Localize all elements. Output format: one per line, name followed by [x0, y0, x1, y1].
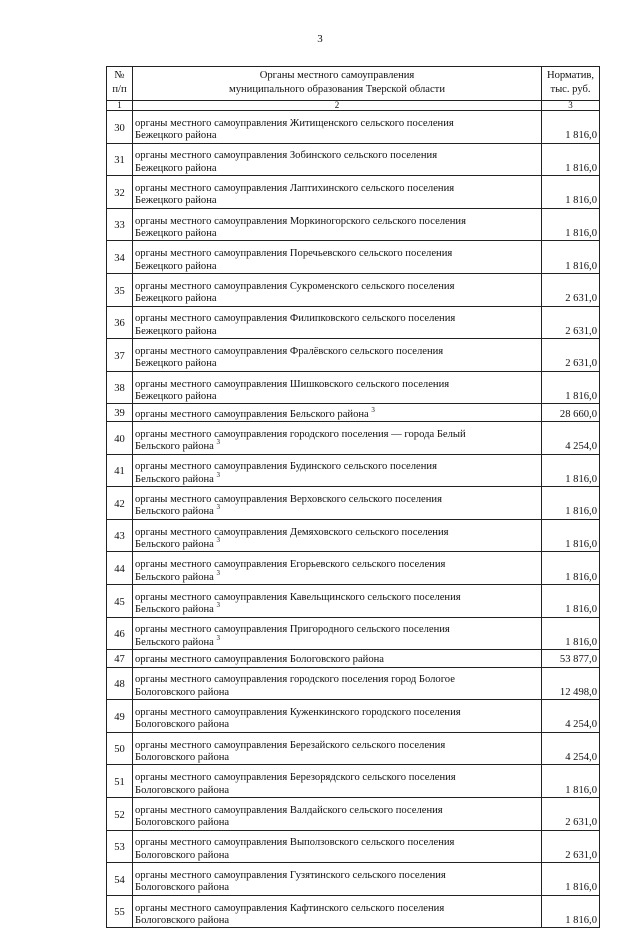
organ-name-line2: Бельского района $^3$: [135, 470, 221, 485]
organ-name-line2: Бежецкого района: [135, 130, 217, 142]
organ-name-line1: органы местного самоуправления городского поселения — города Белый: [135, 428, 466, 440]
organ-name-line2: Бельского района $^3$: [135, 601, 221, 616]
organ-name-line2: Бологовского района: [135, 784, 230, 796]
organ-name: [133, 667, 542, 700]
norm-value: 1 816,0: [542, 863, 600, 896]
norm-value: 1 816,0: [542, 454, 600, 487]
row-number: 38: [107, 371, 133, 404]
organ-name-line2: Бежецкого района: [135, 227, 217, 239]
organ-name: [133, 584, 542, 617]
page-number: 3: [317, 33, 323, 45]
row-number: 54: [107, 863, 133, 896]
organ-name-line1: органы местного самоуправления Валдайского сельского поселения: [135, 804, 443, 816]
row-number: 45: [107, 584, 133, 617]
norm-value: 1 816,0: [542, 371, 600, 404]
organ-name-line2: Бежецкого района: [135, 195, 217, 207]
table-row: [107, 650, 600, 668]
organ-name-line2: Бельского района $^3$: [135, 568, 221, 583]
footnote-marker: 3: [216, 601, 221, 610]
organ-name-line1: органы местного самоуправления Кавельщинского сельского поселения: [135, 591, 461, 603]
organ-name-line2: Бежецкого района: [135, 390, 217, 402]
table-row: [107, 404, 600, 422]
norm-value: 1 816,0: [542, 552, 600, 585]
norm-value: 12 498,0: [542, 667, 600, 700]
table-row: [107, 552, 600, 585]
norm-value: 1 816,0: [542, 584, 600, 617]
norm-value: 1 816,0: [542, 111, 600, 144]
norm-value: 1 816,0: [542, 241, 600, 274]
norm-value: 1 816,0: [542, 208, 600, 241]
header-organ: Органы местного самоуправления муниципального образования Тверской области: [133, 67, 542, 101]
organ-name: [133, 339, 542, 372]
organ-name: [133, 650, 542, 668]
row-number: 42: [107, 487, 133, 520]
organ-name-line1: органы местного самоуправления Житищенского сельского поселения: [135, 117, 454, 129]
organ-name-line1: органы местного самоуправления Шишковского сельского поселения: [135, 378, 450, 390]
row-number: 35: [107, 273, 133, 306]
norm-value: 4 254,0: [542, 421, 600, 454]
organ-name-line1: органы местного самоуправления городского поселения город Бологое: [135, 674, 455, 686]
column-index: 3: [542, 101, 600, 111]
norm-value: 1 816,0: [542, 765, 600, 798]
organ-name: [133, 552, 542, 585]
table-row: [107, 667, 600, 700]
organ-name-line2: Бежецкого района: [135, 358, 217, 370]
table-row: [107, 421, 600, 454]
table-row: [107, 454, 600, 487]
table-row: [107, 863, 600, 896]
table-row: [107, 143, 600, 176]
row-number: 41: [107, 454, 133, 487]
footnote-marker: 3: [216, 503, 221, 512]
organ-name: [133, 765, 542, 798]
organ-name-line2: Бельского района $^3$: [135, 438, 221, 453]
footnote-marker: 3: [216, 633, 221, 642]
row-number: 50: [107, 732, 133, 765]
organ-name-line1: органы местного самоуправления Березайского сельского поселения: [135, 739, 446, 751]
norm-value: 2 631,0: [542, 798, 600, 831]
table-header: [107, 67, 600, 101]
organ-name: [133, 519, 542, 552]
organ-name: [133, 404, 542, 422]
organ-name-line2: Бежецкого района: [135, 260, 217, 272]
organ-name-line2: Бологовского района: [135, 849, 230, 861]
norm-value: 1 816,0: [542, 617, 600, 650]
organ-name-line1: органы местного самоуправления Егорьевского сельского поселения: [135, 559, 446, 571]
header-number: № п/п: [107, 67, 133, 101]
column-index: 2: [133, 101, 542, 111]
norm-value: 2 631,0: [542, 339, 600, 372]
organ-name: [133, 208, 542, 241]
organ-name-line2: Бологовского района: [135, 719, 230, 731]
organ-name-line1: органы местного самоуправления Зобинского сельского поселения: [135, 150, 438, 162]
organ-name-line1: органы местного самоуправления Демяховского сельского поселения: [135, 526, 449, 538]
organ-name-line1: органы местного самоуправления Пригородного сельского поселения: [135, 624, 450, 636]
norm-value: 28 660,0: [542, 404, 600, 422]
norm-value: 53 877,0: [542, 650, 600, 668]
organ-name-line2: Бологовского района: [135, 752, 230, 764]
footnote-marker: 3: [216, 470, 221, 479]
column-index: 1: [107, 101, 133, 111]
organ-name-line1: органы местного самоуправления Филипковского сельского поселения: [135, 313, 456, 325]
table-row: [107, 700, 600, 733]
organ-name-line2: Бельского района $^3$: [135, 633, 221, 648]
row-number: 51: [107, 765, 133, 798]
row-number: 43: [107, 519, 133, 552]
table-row: [107, 339, 600, 372]
organ-name-line1: органы местного самоуправления Лаптихинского сельского поселения: [135, 182, 455, 194]
organ-name-line1: органы местного самоуправления Моркиногорского сельского поселения: [135, 215, 466, 227]
row-number: 34: [107, 241, 133, 274]
norm-value: 1 816,0: [542, 519, 600, 552]
table-row: [107, 241, 600, 274]
row-number: 46: [107, 617, 133, 650]
organ-name-line2: Бологовского района: [135, 817, 230, 829]
row-number: 49: [107, 700, 133, 733]
table-row: [107, 371, 600, 404]
norm-value: 1 816,0: [542, 143, 600, 176]
organ-name: [133, 273, 542, 306]
table-row: [107, 617, 600, 650]
row-number: 48: [107, 667, 133, 700]
header-norm: Норматив, тыс. руб.: [542, 67, 600, 101]
row-number: 32: [107, 176, 133, 209]
organ-name-line1: органы местного самоуправления Кафтинского сельского поселения: [135, 902, 445, 914]
organ-name: [133, 732, 542, 765]
organ-name: [133, 241, 542, 274]
norms-table: [106, 66, 600, 928]
organ-name-line1: органы местного самоуправления Поречьевского сельского поселения: [135, 248, 453, 260]
row-number: 55: [107, 895, 133, 928]
organ-name-line2: Бежецкого района: [135, 162, 217, 174]
table-row: [107, 895, 600, 928]
table-row: [107, 765, 600, 798]
table-row: [107, 208, 600, 241]
footnote-marker: 3: [216, 568, 221, 577]
norm-value: 2 631,0: [542, 306, 600, 339]
organ-name-line1: органы местного самоуправления Бельского района $^3$: [135, 405, 375, 420]
organ-name: [133, 863, 542, 896]
organ-name-line1: органы местного самоуправления Березорядского сельского поселения: [135, 772, 456, 784]
table-row: [107, 519, 600, 552]
norm-value: 4 254,0: [542, 700, 600, 733]
row-number: 52: [107, 798, 133, 831]
organ-name-line1: органы местного самоуправления Сукроменского сельского поселения: [135, 280, 455, 292]
row-number: 53: [107, 830, 133, 863]
organ-name-line2: Бологовского района: [135, 882, 230, 894]
row-number: 40: [107, 421, 133, 454]
table-row: [107, 732, 600, 765]
organ-name: [133, 371, 542, 404]
organ-name-line1: органы местного самоуправления Выползовского сельского поселения: [135, 837, 455, 849]
organ-name-line1: органы местного самоуправления Верховского сельского поселения: [135, 493, 442, 505]
table-row: [107, 830, 600, 863]
table-row: [107, 487, 600, 520]
organ-name: [133, 830, 542, 863]
row-number: 31: [107, 143, 133, 176]
organ-name: [133, 306, 542, 339]
footnote-marker: 3: [216, 535, 221, 544]
table-row: [107, 306, 600, 339]
footnote-marker: 3: [216, 438, 221, 447]
row-number: 30: [107, 111, 133, 144]
organ-name-line1: органы местного самоуправления Куженкинского городского поселения: [135, 707, 461, 719]
row-number: 33: [107, 208, 133, 241]
organ-name-line1: органы местного самоуправления Бологовского района: [135, 654, 384, 666]
organ-name: [133, 617, 542, 650]
organ-name: [133, 176, 542, 209]
organ-name-line1: органы местного самоуправления Будинского сельского поселения: [135, 461, 437, 473]
row-number: 39: [107, 404, 133, 422]
table-row: [107, 798, 600, 831]
table-row: [107, 584, 600, 617]
norm-value: 4 254,0: [542, 732, 600, 765]
organ-name-line1: органы местного самоуправления Фралёвского сельского поселения: [135, 345, 444, 357]
organ-name: [133, 487, 542, 520]
organ-name-line1: органы местного самоуправления Гузятинского сельского поселения: [135, 870, 446, 882]
organ-name: [133, 143, 542, 176]
organ-name-line2: Бельского района $^3$: [135, 535, 221, 550]
organ-name-line2: Бологовского района: [135, 915, 230, 927]
row-number: 44: [107, 552, 133, 585]
column-index-row: [107, 101, 600, 111]
norm-value: 1 816,0: [542, 487, 600, 520]
organ-name: [133, 798, 542, 831]
norm-value: 2 631,0: [542, 830, 600, 863]
footnote-marker: 3: [371, 405, 375, 414]
organ-name: [133, 895, 542, 928]
norm-value: 1 816,0: [542, 895, 600, 928]
row-number: 37: [107, 339, 133, 372]
organ-name: [133, 421, 542, 454]
organ-name-line2: Бологовского района: [135, 686, 230, 698]
organ-name-line2: Бельского района $^3$: [135, 503, 221, 518]
row-number: 47: [107, 650, 133, 668]
organ-name-line2: Бежецкого района: [135, 293, 217, 305]
organ-name: [133, 700, 542, 733]
organ-name-line2: Бежецкого района: [135, 325, 217, 337]
table-row: [107, 111, 600, 144]
norm-value: 1 816,0: [542, 176, 600, 209]
organ-name: [133, 454, 542, 487]
organ-name: [133, 111, 542, 144]
norm-value: 2 631,0: [542, 273, 600, 306]
table-row: [107, 273, 600, 306]
table-row: [107, 176, 600, 209]
row-number: 36: [107, 306, 133, 339]
